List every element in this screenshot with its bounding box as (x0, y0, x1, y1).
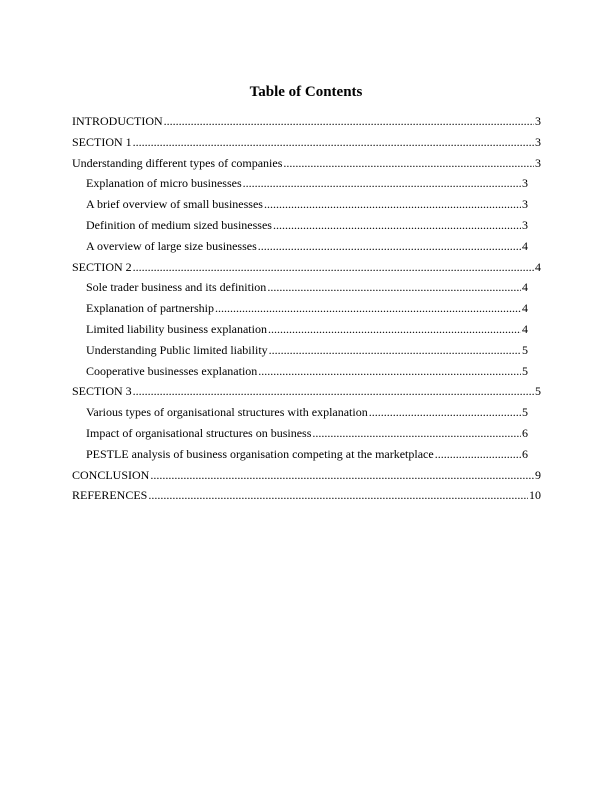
toc-leader-dots (133, 132, 534, 153)
toc-page-number: 3 (522, 176, 528, 191)
toc-page-number: 4 (522, 321, 528, 336)
toc-entry[interactable] (72, 298, 541, 319)
toc-entry-label: SECTION 3 (72, 384, 132, 399)
toc-entry-label: Explanation of micro businesses (86, 176, 242, 191)
toc-entry-label: Cooperative businesses explanation (86, 363, 258, 378)
toc-entry-label: A brief overview of small businesses (86, 197, 263, 212)
toc-entry[interactable] (72, 236, 541, 257)
toc-page-number: 4 (522, 280, 528, 295)
toc-entry[interactable] (72, 319, 541, 340)
toc-entry-label: INTRODUCTION (72, 114, 163, 128)
toc-leader-dots (267, 277, 521, 298)
toc-leader-dots (164, 111, 534, 132)
toc-leader-dots (258, 236, 521, 257)
toc-entry[interactable] (72, 111, 541, 132)
toc-page-number: 5 (522, 405, 528, 420)
toc-entry-label: Understanding different types of companies (72, 155, 283, 170)
toc-entry-label: Understanding Public limited liability (86, 342, 268, 357)
toc-page-number: 5 (522, 342, 528, 357)
toc-entry-label: Impact of organisational structures on business (86, 425, 312, 440)
toc-page-number: 3 (535, 134, 541, 149)
toc-leader-dots (148, 485, 528, 506)
toc-entry[interactable] (72, 381, 541, 402)
toc-page-number: 5 (535, 384, 541, 399)
toc-entry[interactable] (72, 444, 541, 465)
toc-leader-dots (133, 257, 534, 278)
toc-entry-label: Explanation of partnership (86, 301, 214, 316)
toc-entry-label: PESTLE analysis of business organisation competing at the marketplace (86, 446, 434, 461)
toc-entry-label: Various types of organisational structures with explanation (86, 405, 368, 420)
toc-entry-label: A overview of large size businesses (86, 238, 257, 253)
toc-entry-label: REFERENCES (72, 488, 148, 503)
toc-entry-label: Sole trader business and its definition (86, 280, 267, 295)
toc-page-number: 6 (522, 446, 528, 461)
toc-page-number: 10 (529, 488, 541, 503)
toc-entry[interactable] (72, 173, 541, 194)
toc-entry[interactable] (72, 132, 541, 153)
toc-page-number: 3 (535, 114, 541, 128)
toc-entry[interactable] (72, 465, 541, 486)
toc-leader-dots (369, 402, 521, 423)
toc-leader-dots (215, 298, 521, 319)
toc-entry[interactable] (72, 153, 541, 174)
toc-page-number: 3 (522, 217, 528, 232)
toc-page-number: 6 (522, 425, 528, 440)
toc-page-number: 3 (535, 155, 541, 170)
toc-entry-label: Limited liability business explanation (86, 321, 267, 336)
toc-entry-label: Definition of medium sized businesses (86, 217, 272, 232)
toc-entry-label: CONCLUSION (72, 467, 150, 482)
toc-entry[interactable] (72, 402, 541, 423)
toc-page-number: 4 (522, 238, 528, 253)
toc-page-number: 4 (535, 259, 541, 274)
toc-leader-dots (243, 173, 521, 194)
toc-leader-dots (150, 465, 534, 486)
toc-leader-dots (264, 194, 521, 215)
toc-list (72, 111, 541, 506)
toc-leader-dots (273, 215, 521, 236)
toc-leader-dots (268, 319, 521, 340)
toc-title: Table of Contents (249, 84, 363, 100)
toc-entry[interactable] (72, 194, 541, 215)
toc-leader-dots (258, 361, 521, 382)
toc-entry[interactable] (72, 340, 541, 361)
toc-entry[interactable] (72, 485, 541, 506)
toc-page-number: 5 (522, 363, 528, 378)
toc-leader-dots (133, 381, 534, 402)
toc-entry[interactable] (72, 215, 541, 236)
toc-leader-dots (435, 444, 521, 465)
toc-entry[interactable] (72, 423, 541, 444)
toc-page-number: 4 (522, 301, 528, 316)
toc-entry-label: SECTION 1 (72, 134, 132, 149)
toc-entry-label: SECTION 2 (72, 259, 132, 274)
toc-page-number: 3 (522, 197, 528, 212)
toc-page-number: 9 (535, 467, 541, 482)
toc-leader-dots (312, 423, 521, 444)
toc-leader-dots (269, 340, 521, 361)
toc-entry[interactable] (72, 361, 541, 382)
toc-entry[interactable] (72, 257, 541, 278)
toc-entry[interactable] (72, 277, 541, 298)
toc-leader-dots (283, 153, 534, 174)
